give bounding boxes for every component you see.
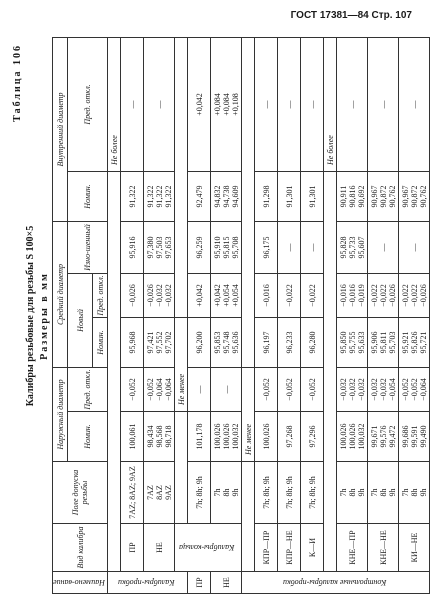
cell-md: −0,022 xyxy=(400,284,410,307)
cell-on-group xyxy=(368,412,399,462)
cell-id: — xyxy=(127,100,137,109)
cell-in: 91,298 xyxy=(261,185,271,208)
cell-on: 101,178 xyxy=(194,423,204,450)
header-mid-nominal: Номин. xyxy=(93,317,108,367)
note-not-less: Не менее xyxy=(242,367,255,461)
cell-od: — xyxy=(221,385,231,394)
cell-mw: 95,910 xyxy=(212,236,222,259)
cell-mn: 97,421 xyxy=(145,331,155,354)
cell-md-group xyxy=(337,273,368,317)
header-type: Вид калибра xyxy=(53,524,108,572)
cell-od-group xyxy=(301,367,324,411)
cell-od: −0,064 xyxy=(154,378,164,401)
group-label-rings: Калибры-кольца xyxy=(175,524,242,572)
group-label-plugs: Калибры-пробки xyxy=(108,572,188,594)
cell-in: 90,816 xyxy=(347,185,357,208)
cell-tol: 7h xyxy=(400,488,410,497)
cell-on-group xyxy=(301,412,324,462)
cell-mw-group xyxy=(255,221,278,273)
cell-md-group xyxy=(211,273,242,317)
header-mid-worn: Изно-шенный xyxy=(68,221,108,273)
cell-tol: 9h xyxy=(418,488,428,497)
cell-mn-group xyxy=(144,317,175,367)
cell-on: 98,718 xyxy=(163,425,173,448)
gauge-table-wrapper xyxy=(52,38,428,594)
cell-on-group xyxy=(399,412,430,462)
cell-on: 99,576 xyxy=(378,425,388,448)
cell-type: КПР—ПР xyxy=(255,524,278,572)
cell-od-group xyxy=(121,367,144,411)
cell-id: — xyxy=(284,100,294,109)
cell-mw: 95,815 xyxy=(221,236,231,259)
cell-in-group xyxy=(188,171,211,221)
note-not-more: Не более xyxy=(108,37,121,171)
cell-od-group xyxy=(278,367,301,411)
cell-od-group xyxy=(368,367,399,411)
cell-tol: 7AZ xyxy=(145,485,155,500)
cell-tol: 7AZ; 8AZ; 9AZ xyxy=(127,466,137,519)
cell-on: 99,472 xyxy=(387,425,397,448)
cell-mw: 95,828 xyxy=(338,236,348,259)
note-spacer xyxy=(242,37,255,367)
cell-mw: 97,380 xyxy=(145,236,155,259)
cell-in-group xyxy=(121,171,144,221)
cell-type: КНЕ—НЕ xyxy=(368,524,399,572)
header-inner-nominal: Номин. xyxy=(68,171,108,221)
cell-in: 90,762 xyxy=(418,185,428,208)
header-inner-diameter: Внутренний диаметр xyxy=(53,37,68,221)
cell-id-group xyxy=(337,37,368,171)
cell-od-group xyxy=(255,367,278,411)
cell-in: 90,762 xyxy=(387,185,397,208)
cell-on: 97,268 xyxy=(284,425,294,448)
cell-mn-group xyxy=(368,317,399,367)
cell-type: ПР xyxy=(121,524,144,572)
cell-od: −0,052 xyxy=(127,378,137,401)
cell-md: −0,022 xyxy=(307,284,317,307)
cell-on: 100,026 xyxy=(261,423,271,450)
cell-in: 91,301 xyxy=(284,185,294,208)
cell-od: −0,054 xyxy=(387,378,397,401)
cell-tol-group xyxy=(211,462,242,524)
cell-od: −0,052 xyxy=(400,378,410,401)
cell-on: 99,490 xyxy=(418,425,428,448)
cell-md: −0,016 xyxy=(338,284,348,307)
cell-md-group xyxy=(368,273,399,317)
cell-od: — xyxy=(194,385,204,394)
cell-md: +0,042 xyxy=(194,284,204,307)
cell-type: НЕ xyxy=(144,524,175,572)
cell-on-group xyxy=(337,412,368,462)
cell-md-group xyxy=(121,273,144,317)
cell-od-group xyxy=(399,367,430,411)
cell-tol-group xyxy=(399,462,430,524)
cell-id: — xyxy=(154,100,164,109)
cell-id: — xyxy=(409,100,419,109)
cell-mn: 96,197 xyxy=(261,331,271,354)
cell-tol: 9AZ xyxy=(163,485,173,500)
cell-on: 100,026 xyxy=(212,423,222,450)
cell-id: — xyxy=(307,100,317,109)
cell-mw: — xyxy=(284,243,294,252)
cell-type: НЕ xyxy=(211,572,242,594)
cell-id-group xyxy=(144,37,175,171)
note-row xyxy=(324,37,337,593)
note-spacer xyxy=(324,171,337,571)
cell-type: КНЕ—ПР xyxy=(337,524,368,572)
cell-on: 100,032 xyxy=(230,423,240,450)
cell-tol: 8h xyxy=(378,488,388,497)
cell-id: +0,084 xyxy=(221,93,231,116)
cell-in: 91,322 xyxy=(154,185,164,208)
cell-mw: 95,708 xyxy=(230,236,240,259)
cell-id-group xyxy=(188,37,211,171)
cell-md: +0,054 xyxy=(230,284,240,307)
cell-on-group xyxy=(121,412,144,462)
cell-mn: 96,200 xyxy=(194,331,204,354)
cell-in-group xyxy=(278,171,301,221)
gauge-table xyxy=(52,37,430,594)
cell-md: −0,022 xyxy=(378,284,388,307)
cell-tol: 9h xyxy=(230,488,240,497)
cell-tol: 8h xyxy=(221,488,231,497)
cell-od: −0,032 xyxy=(369,378,379,401)
cell-mw: 95,607 xyxy=(356,236,366,259)
cell-mw: — xyxy=(378,243,388,252)
cell-in: 91,322 xyxy=(127,185,137,208)
table-row xyxy=(188,37,211,593)
cell-mw: 95,733 xyxy=(347,236,357,259)
cell-in-group xyxy=(368,171,399,221)
cell-tol-group xyxy=(188,462,211,524)
cell-od: −0,052 xyxy=(284,378,294,401)
header-mid-deviation: Пред. откл. xyxy=(93,273,108,317)
header-outer-nominal: Номин. xyxy=(68,412,108,462)
cell-od: −0,064 xyxy=(163,378,173,401)
table-row xyxy=(278,37,301,593)
cell-id-group xyxy=(255,37,278,171)
cell-tol-group xyxy=(278,462,301,524)
note-row xyxy=(175,37,188,593)
cell-od: −0,052 xyxy=(145,378,155,401)
note-spacer xyxy=(175,37,188,317)
cell-mn-group xyxy=(211,317,242,367)
table-title: Калибры резьбовые для резьбы S 100×5 xyxy=(25,225,36,407)
cell-mn: 95,826 xyxy=(409,331,419,354)
cell-mn-group xyxy=(337,317,368,367)
cell-id: +0,108 xyxy=(230,93,240,116)
cell-od-group xyxy=(144,367,175,411)
cell-md: −0,026 xyxy=(418,284,428,307)
cell-in: 90,967 xyxy=(400,185,410,208)
table-row xyxy=(211,37,242,593)
cell-mw-group xyxy=(368,221,399,273)
cell-tol-group xyxy=(121,462,144,524)
note-row xyxy=(108,37,121,593)
cell-od: −0,052 xyxy=(261,378,271,401)
cell-md: −0,016 xyxy=(261,284,271,307)
cell-id-group xyxy=(368,37,399,171)
cell-on: 100,032 xyxy=(356,423,366,450)
cell-mn: 95,721 xyxy=(418,331,428,354)
cell-tol: 8h xyxy=(347,488,357,497)
cell-mn: 96,233 xyxy=(284,331,294,354)
header-outer-deviation: Пред. откл. xyxy=(68,367,108,411)
cell-on-group xyxy=(255,412,278,462)
cell-in: 90,911 xyxy=(338,185,348,208)
cell-tol: 8AZ xyxy=(154,485,164,500)
cell-on: 99,686 xyxy=(400,425,410,448)
cell-mn-group xyxy=(399,317,430,367)
cell-on: 99,671 xyxy=(369,425,379,448)
cell-mw-group xyxy=(211,221,242,273)
cell-on: 100,026 xyxy=(221,423,231,450)
cell-mw: — xyxy=(307,243,317,252)
cell-mw: 97,503 xyxy=(154,236,164,259)
cell-on-group xyxy=(144,412,175,462)
header-mid-diameter: Средний диаметр xyxy=(53,221,68,367)
cell-id-group xyxy=(278,37,301,171)
note-spacer xyxy=(175,412,188,524)
cell-tol: 8h xyxy=(409,488,419,497)
cell-mn-group xyxy=(301,317,324,367)
cell-od-group xyxy=(211,367,242,411)
cell-on: 100,026 xyxy=(338,423,348,450)
cell-mn: 95,906 xyxy=(369,331,379,354)
table-row xyxy=(121,37,144,593)
cell-mn-group xyxy=(255,317,278,367)
cell-in-group xyxy=(144,171,175,221)
cell-in-group xyxy=(399,171,430,221)
cell-in-group xyxy=(337,171,368,221)
cell-od-group xyxy=(188,367,211,411)
cell-in: 90,872 xyxy=(409,185,419,208)
cell-md-group xyxy=(255,273,278,317)
cell-md-group xyxy=(188,273,211,317)
cell-md: −0,026 xyxy=(127,284,137,307)
cell-tol: 9h xyxy=(387,488,397,497)
cell-on-group xyxy=(188,412,211,462)
cell-on: 100,026 xyxy=(347,423,357,450)
cell-mw-group xyxy=(399,221,430,273)
cell-md: −0,026 xyxy=(145,284,155,307)
cell-tol-group xyxy=(144,462,175,524)
cell-mw: — xyxy=(409,243,419,252)
cell-mn: 95,748 xyxy=(221,331,231,354)
cell-mw-group xyxy=(144,221,175,273)
cell-mn: 95,968 xyxy=(127,331,137,354)
cell-mn: 95,636 xyxy=(230,331,240,354)
cell-mn: 97,702 xyxy=(163,331,173,354)
cell-md: −0,032 xyxy=(163,284,173,307)
note-row xyxy=(242,37,255,593)
cell-od: −0,032 xyxy=(356,378,366,401)
cell-id: — xyxy=(378,100,388,109)
cell-md: −0,016 xyxy=(347,284,357,307)
cell-od-group xyxy=(337,367,368,411)
cell-mw: 95,916 xyxy=(127,236,137,259)
cell-in: 94,738 xyxy=(221,185,231,208)
cell-mn: 96,280 xyxy=(307,331,317,354)
header-tolerance: Поле допуска резьбы xyxy=(53,462,108,524)
cell-on: 100,061 xyxy=(127,423,137,450)
note-not-more: Не более xyxy=(324,37,337,171)
cell-od: −0,032 xyxy=(378,378,388,401)
cell-on-group xyxy=(278,412,301,462)
cell-mw-group xyxy=(188,221,211,273)
cell-id-group xyxy=(121,37,144,171)
cell-in-group xyxy=(301,171,324,221)
cell-tol: 7h xyxy=(338,488,348,497)
cell-mn: 97,552 xyxy=(154,331,164,354)
cell-md: −0,022 xyxy=(409,284,419,307)
cell-mn-group xyxy=(278,317,301,367)
header-inner-deviation: Пред. откл. xyxy=(68,37,108,171)
cell-in-group xyxy=(211,171,242,221)
cell-id: +0,042 xyxy=(194,93,204,116)
cell-type: КПР—НЕ xyxy=(278,524,301,572)
cell-in: 91,322 xyxy=(163,185,173,208)
note-spacer xyxy=(242,462,255,572)
group-label-ctrl: Контрольные калибры-пробки xyxy=(242,572,430,594)
cell-od: −0,064 xyxy=(418,378,428,401)
table-subtitle: Размеры в мм xyxy=(39,272,50,360)
cell-md: +0,042 xyxy=(212,284,222,307)
cell-on: 98,434 xyxy=(145,425,155,448)
cell-on-group xyxy=(211,412,242,462)
cell-od: −0,032 xyxy=(338,378,348,401)
cell-mn-group xyxy=(188,317,211,367)
cell-on: 98,568 xyxy=(154,425,164,448)
cell-mw: 96,175 xyxy=(261,236,271,259)
table-row xyxy=(399,37,430,593)
cell-md-group xyxy=(301,273,324,317)
rotated-table-page xyxy=(10,38,428,594)
cell-md-group xyxy=(278,273,301,317)
cell-id: — xyxy=(347,100,357,109)
cell-in: 91,322 xyxy=(145,185,155,208)
cell-type: К—И xyxy=(301,524,324,572)
cell-type: ПР xyxy=(188,572,211,594)
cell-in-group xyxy=(255,171,278,221)
cell-md: −0,022 xyxy=(369,284,379,307)
cell-in: 94,832 xyxy=(212,185,222,208)
cell-mw-group xyxy=(337,221,368,273)
cell-tol: 9h xyxy=(356,488,366,497)
table-row xyxy=(337,37,368,593)
cell-tol: 7h xyxy=(369,488,379,497)
table-row xyxy=(144,37,175,593)
cell-id: — xyxy=(261,100,271,109)
cell-tol-group xyxy=(301,462,324,524)
cell-mw-group xyxy=(301,221,324,273)
page-header: ГОСТ 17381—84 Стр. 107 xyxy=(290,10,412,21)
cell-in: 94,609 xyxy=(230,185,240,208)
cell-type: КИ—НЕ xyxy=(399,524,430,572)
cell-md-group xyxy=(144,273,175,317)
cell-id-group xyxy=(399,37,430,171)
cell-id-group xyxy=(211,37,242,171)
cell-tol: 7h; 8h; 9h xyxy=(194,476,204,509)
cell-mn: 95,703 xyxy=(387,331,397,354)
cell-on: 97,296 xyxy=(307,425,317,448)
cell-md: −0,032 xyxy=(154,284,164,307)
cell-od: −0,052 xyxy=(409,378,419,401)
table-row xyxy=(368,37,399,593)
cell-tol: 7h; 8h; 9h xyxy=(307,476,317,509)
cell-mn: 95,853 xyxy=(212,331,222,354)
note-spacer xyxy=(108,171,121,571)
cell-mw-group xyxy=(121,221,144,273)
cell-md: −0,026 xyxy=(387,284,397,307)
header-mid-new: Новый xyxy=(68,273,93,367)
cell-tol: 7h; 8h; 9h xyxy=(284,476,294,509)
cell-tol-group xyxy=(337,462,368,524)
cell-mn: 95,755 xyxy=(347,331,357,354)
table-body xyxy=(108,37,430,593)
cell-in: 92,479 xyxy=(194,185,204,208)
cell-md: −0,019 xyxy=(356,284,366,307)
cell-in: 91,301 xyxy=(307,185,317,208)
cell-mn: 95,850 xyxy=(338,331,348,354)
cell-mn: 95,921 xyxy=(400,331,410,354)
cell-mn: 95,811 xyxy=(378,331,388,354)
cell-in: 90,692 xyxy=(356,185,366,208)
cell-od: −0,052 xyxy=(307,378,317,401)
cell-tol-group xyxy=(255,462,278,524)
cell-in: 90,967 xyxy=(369,185,379,208)
table-label: Таблица 106 xyxy=(12,44,23,122)
note-not-less: Не менее xyxy=(175,317,188,411)
table-row xyxy=(301,37,324,593)
header-name: Наимено-вание xyxy=(53,572,108,594)
cell-mw: 97,653 xyxy=(163,236,173,259)
cell-mw: 96,259 xyxy=(194,236,204,259)
cell-in: 90,872 xyxy=(378,185,388,208)
cell-md: +0,054 xyxy=(221,284,231,307)
cell-id-group xyxy=(301,37,324,171)
cell-md-group xyxy=(399,273,430,317)
cell-tol-group xyxy=(368,462,399,524)
cell-tol: 7h; 8h; 9h xyxy=(261,476,271,509)
cell-mw-group xyxy=(278,221,301,273)
cell-mn: 95,633 xyxy=(356,331,366,354)
header-outer-diameter: Наружный диаметр xyxy=(53,367,68,461)
cell-id: +0,084 xyxy=(212,93,222,116)
cell-on: 99,591 xyxy=(409,425,419,448)
table-row xyxy=(255,37,278,593)
cell-tol: 7h xyxy=(212,488,222,497)
cell-od: −0,032 xyxy=(347,378,357,401)
cell-md: −0,022 xyxy=(284,284,294,307)
cell-mn-group xyxy=(121,317,144,367)
